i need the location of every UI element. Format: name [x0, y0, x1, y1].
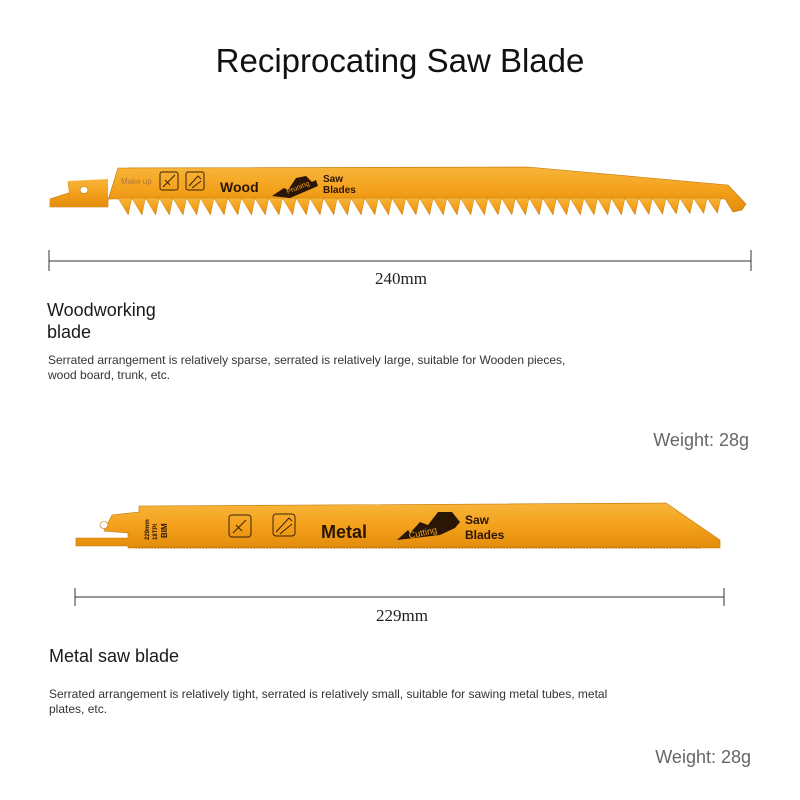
- wood-blade-tooth: [666, 198, 680, 214]
- metal-blade-description-line2: plates, etc.: [49, 702, 108, 716]
- metal-blade-description: [49, 687, 689, 717]
- metal-blade-hole: [100, 522, 108, 529]
- metal-blade-stamp-line1: 229mm: [145, 519, 151, 540]
- wood-blade-tooth: [570, 198, 584, 215]
- wood-blade-tooth: [392, 198, 406, 215]
- wood-blade-tooth: [474, 198, 488, 215]
- wood-blade-tooth: [461, 198, 475, 215]
- wood-blade-tooth: [406, 198, 420, 215]
- wood-blade-tooth: [543, 198, 557, 215]
- wood-blade-tooth: [337, 198, 351, 215]
- wood-blade-tooth: [282, 198, 296, 215]
- wood-blade-saw-label: Saw: [323, 174, 344, 185]
- wood-blade-tooth: [269, 198, 283, 215]
- wood-blade-tooth: [639, 198, 653, 215]
- wood-blade-name-line2: blade: [47, 322, 92, 342]
- wood-blade-tooth: [611, 198, 625, 215]
- wood-blade-tooth: [200, 198, 214, 215]
- wood-dimension-line: [49, 250, 751, 271]
- wood-blade-tooth: [310, 198, 324, 215]
- wood-blade-tooth: [228, 198, 242, 215]
- wood-blade-tooth: [529, 198, 543, 215]
- metal-blade-name: Metal saw blade: [49, 646, 180, 666]
- wood-blade-tooth: [187, 198, 201, 215]
- wood-blade-tooth: [324, 198, 338, 215]
- wood-blade-tooth: [241, 198, 255, 215]
- wood-blade-description-line2: wood board, trunk, etc.: [48, 368, 171, 382]
- wood-blade-tooth: [625, 198, 639, 215]
- wood-blade-stamp: Make up: [121, 177, 152, 186]
- wood-blade-description-line1: Serrated arrangement is relatively sparse, serrated is relatively large, suitable for Wooden pieces,: [48, 353, 566, 367]
- wood-blade-tooth: [652, 198, 666, 214]
- metal-blade-body: [76, 503, 720, 548]
- wood-blade-tooth: [556, 198, 570, 215]
- wood-blade-weight: Weight: 28g: [653, 430, 749, 450]
- wood-blade-tooth: [707, 198, 721, 213]
- metal-blade-badge-text: Cutting: [407, 524, 438, 541]
- wood-blade-blades-label: Blades: [323, 185, 356, 196]
- metal-length-label: 229mm: [376, 606, 428, 625]
- wood-blade-tooth: [584, 198, 598, 215]
- wood-blade-tooth: [598, 198, 612, 215]
- page-title: Reciprocating Saw Blade: [215, 42, 585, 79]
- wood-blade-hole: [80, 187, 88, 194]
- metal-blade-saw-label: Saw: [465, 513, 490, 527]
- wood-blade-badge-text: Pruning: [285, 180, 311, 196]
- wood-blade-tooth: [159, 198, 173, 215]
- metal-blade-stamp-line3: BIM: [160, 523, 169, 538]
- wood-blade-tooth: [255, 198, 269, 215]
- metal-blade-weight: Weight: 28g: [655, 747, 751, 767]
- wood-blade-tooth: [447, 198, 461, 215]
- wood-blade-type-word: Wood: [220, 179, 259, 195]
- wood-length-label: 240mm: [375, 269, 427, 288]
- wood-blade-name: [47, 299, 156, 343]
- wood-blade-tooth: [378, 198, 392, 215]
- wood-blade-teeth: [118, 198, 721, 215]
- wood-blade-tooth: [419, 198, 433, 215]
- wood-blade-tooth: [502, 198, 516, 215]
- wood-blade-tooth: [680, 198, 694, 214]
- wood-blade-tooth: [515, 198, 529, 215]
- wood-blade-tooth: [132, 198, 146, 215]
- metal-blade-description-line1: Serrated arrangement is relatively tight, serrated is relatively small, suitable for sawing metal tubes, metal: [49, 687, 608, 701]
- wood-blade-tooth: [173, 198, 187, 215]
- metal-blade-type-word: Metal: [321, 522, 368, 542]
- wood-blade-tooth: [693, 198, 707, 214]
- metal-blade-blades-label: Blades: [465, 528, 505, 542]
- wood-blade-tooth: [118, 198, 132, 215]
- wood-blade-tooth: [296, 198, 310, 215]
- wood-blade-tooth: [488, 198, 502, 215]
- wood-blade-tooth: [214, 198, 228, 215]
- metal-dimension-line: [75, 588, 724, 606]
- metal-blade-stamp-line2: 18TPI: [153, 523, 159, 540]
- wood-blade-name-line1: Woodworking: [47, 300, 156, 320]
- wood-blade-tooth: [365, 198, 379, 215]
- wood-blade-tooth: [145, 198, 159, 215]
- wood-blade-description: [48, 353, 668, 383]
- wood-blade-tooth: [433, 198, 447, 215]
- wood-blade-tooth: [351, 198, 365, 215]
